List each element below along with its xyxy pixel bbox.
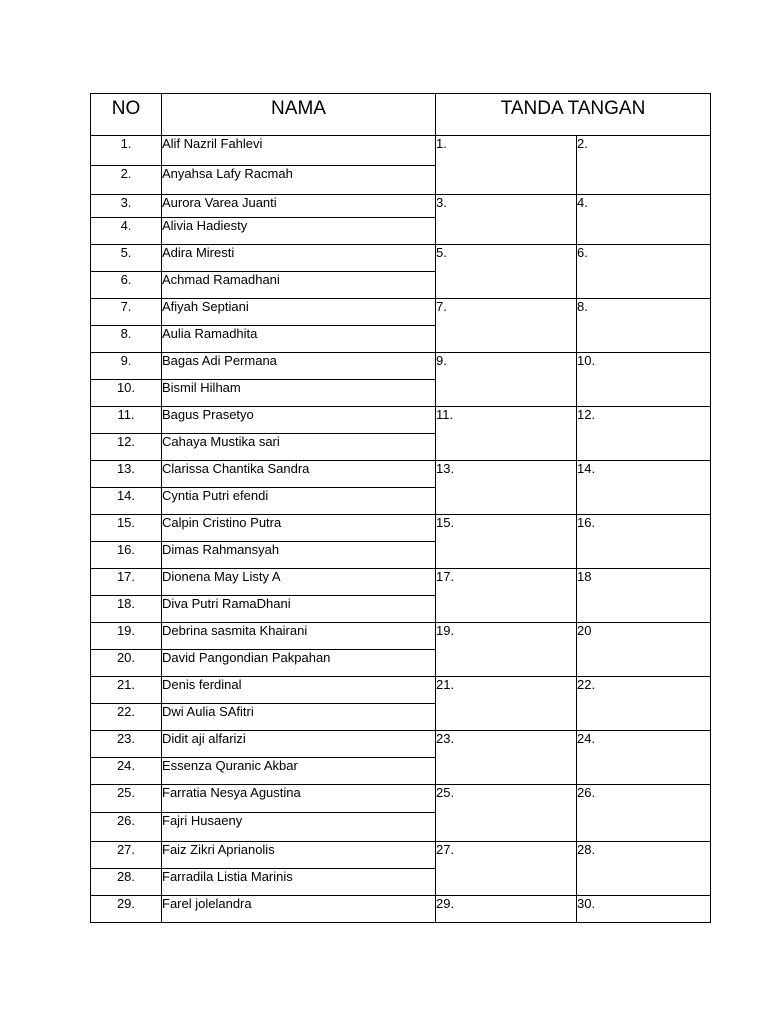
signature-cell-left[interactable]: 5. — [436, 245, 577, 299]
table-row — [91, 407, 711, 434]
student-name: Aurora Varea Juanti — [162, 195, 436, 218]
row-number: 9. — [91, 353, 162, 380]
student-name: Faiz Zikri Aprianolis — [162, 842, 436, 869]
signature-cell-right[interactable]: 2. — [577, 136, 711, 195]
row-number: 7. — [91, 299, 162, 326]
student-name: Bismil Hilham — [162, 380, 436, 407]
row-number: 15. — [91, 515, 162, 542]
header-no: NO — [91, 94, 162, 136]
row-number: 25. — [91, 785, 162, 813]
signature-cell-left[interactable]: 25. — [436, 785, 577, 842]
row-number: 23. — [91, 731, 162, 758]
row-number: 17. — [91, 569, 162, 596]
table-row — [91, 299, 711, 326]
signature-cell-right[interactable]: 16. — [577, 515, 711, 569]
signature-cell-left[interactable]: 23. — [436, 731, 577, 785]
signature-cell-left[interactable]: 13. — [436, 461, 577, 515]
row-number: 16. — [91, 542, 162, 569]
row-number: 3. — [91, 195, 162, 218]
row-number: 29. — [91, 896, 162, 923]
signature-cell-left[interactable]: 15. — [436, 515, 577, 569]
row-number: 5. — [91, 245, 162, 272]
row-number: 19. — [91, 623, 162, 650]
row-number: 13. — [91, 461, 162, 488]
student-name: Farel jolelandra — [162, 896, 436, 923]
student-name: Afiyah Septiani — [162, 299, 436, 326]
table-row — [91, 785, 711, 813]
row-number: 28. — [91, 869, 162, 896]
student-name: Achmad Ramadhani — [162, 272, 436, 299]
row-number: 10. — [91, 380, 162, 407]
student-name: Dimas Rahmansyah — [162, 542, 436, 569]
row-number: 11. — [91, 407, 162, 434]
row-number: 6. — [91, 272, 162, 299]
table-row — [91, 677, 711, 704]
table-body — [91, 136, 711, 923]
signature-cell-right[interactable]: 22. — [577, 677, 711, 731]
student-name: Denis ferdinal — [162, 677, 436, 704]
table-row — [91, 136, 711, 166]
signature-cell-right[interactable]: 24. — [577, 731, 711, 785]
signature-cell-left[interactable]: 3. — [436, 195, 577, 245]
table-row — [91, 515, 711, 542]
student-name: Bagus Prasetyo — [162, 407, 436, 434]
signature-cell-right[interactable]: 30. — [577, 896, 711, 923]
row-number: 26. — [91, 813, 162, 842]
row-number: 2. — [91, 166, 162, 195]
signature-cell-left[interactable]: 27. — [436, 842, 577, 896]
signature-cell-right[interactable]: 20 — [577, 623, 711, 677]
table-row — [91, 569, 711, 596]
row-number: 4. — [91, 218, 162, 245]
table-row — [91, 245, 711, 272]
table-row — [91, 842, 711, 869]
student-name: Alivia Hadiesty — [162, 218, 436, 245]
signature-cell-left[interactable]: 11. — [436, 407, 577, 461]
table-row — [91, 353, 711, 380]
header-nama: NAMA — [162, 94, 436, 136]
table-row — [91, 623, 711, 650]
signature-cell-right[interactable]: 12. — [577, 407, 711, 461]
signature-cell-left[interactable]: 29. — [436, 896, 577, 923]
row-number: 27. — [91, 842, 162, 869]
student-name: Fajri Husaeny — [162, 813, 436, 842]
signature-cell-right[interactable]: 10. — [577, 353, 711, 407]
student-name: Clarissa Chantika Sandra — [162, 461, 436, 488]
student-name: Diva Putri RamaDhani — [162, 596, 436, 623]
student-name: Essenza Quranic Akbar — [162, 758, 436, 785]
student-name: Dwi Aulia SAfitri — [162, 704, 436, 731]
student-name: Dionena May Listy A — [162, 569, 436, 596]
row-number: 20. — [91, 650, 162, 677]
student-name: Cahaya Mustika sari — [162, 434, 436, 461]
signature-cell-right[interactable]: 26. — [577, 785, 711, 842]
table-row — [91, 896, 711, 923]
signature-cell-right[interactable]: 4. — [577, 195, 711, 245]
header-row — [91, 94, 711, 136]
student-name: Adira Miresti — [162, 245, 436, 272]
table-row — [91, 461, 711, 488]
signature-cell-right[interactable]: 28. — [577, 842, 711, 896]
signature-cell-right[interactable]: 8. — [577, 299, 711, 353]
student-name: David Pangondian Pakpahan — [162, 650, 436, 677]
table-row — [91, 731, 711, 758]
attendance-table — [90, 93, 711, 923]
student-name: Aulia Ramadhita — [162, 326, 436, 353]
student-name: Anyahsa Lafy Racmah — [162, 166, 436, 195]
student-name: Cyntia Putri efendi — [162, 488, 436, 515]
row-number: 1. — [91, 136, 162, 166]
student-name: Alif Nazril Fahlevi — [162, 136, 436, 166]
row-number: 14. — [91, 488, 162, 515]
signature-cell-right[interactable]: 14. — [577, 461, 711, 515]
signature-cell-right[interactable]: 6. — [577, 245, 711, 299]
header-tanda-tangan: TANDA TANGAN — [436, 94, 711, 136]
row-number: 12. — [91, 434, 162, 461]
row-number: 22. — [91, 704, 162, 731]
signature-cell-left[interactable]: 7. — [436, 299, 577, 353]
student-name: Debrina sasmita Khairani — [162, 623, 436, 650]
student-name: Didit aji alfarizi — [162, 731, 436, 758]
signature-cell-left[interactable]: 9. — [436, 353, 577, 407]
table-row — [91, 195, 711, 218]
student-name: Bagas Adi Permana — [162, 353, 436, 380]
signature-cell-right[interactable]: 18 — [577, 569, 711, 623]
signature-cell-left[interactable]: 21. — [436, 677, 577, 731]
row-number: 8. — [91, 326, 162, 353]
signature-cell-left[interactable]: 17. — [436, 569, 577, 623]
student-name: Farradila Listia Marinis — [162, 869, 436, 896]
signature-cell-left[interactable]: 19. — [436, 623, 577, 677]
student-name: Calpin Cristino Putra — [162, 515, 436, 542]
row-number: 21. — [91, 677, 162, 704]
student-name: Farratia Nesya Agustina — [162, 785, 436, 813]
signature-cell-left[interactable]: 1. — [436, 136, 577, 195]
row-number: 18. — [91, 596, 162, 623]
row-number: 24. — [91, 758, 162, 785]
